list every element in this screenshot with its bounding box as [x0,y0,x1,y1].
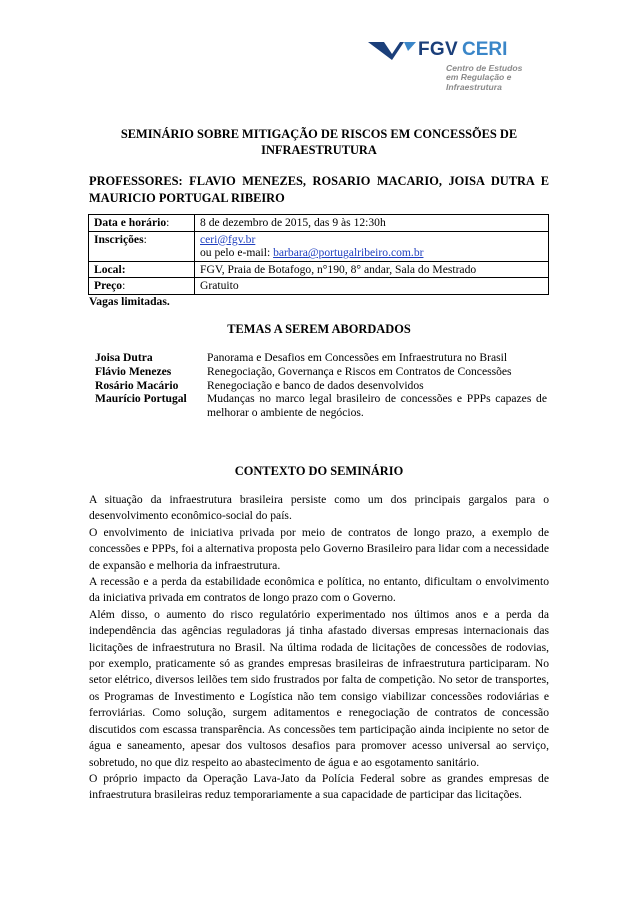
professors-line: PROFESSORES: FLAVIO MENEZES, ROSARIO MACARIO, JOISA DUTRA E MAURICIO PORTUGAL RIBEIRO [89,174,549,205]
price-value: Gratuito [195,278,549,295]
topic-description: Renegociação, Governança e Riscos em Contratos de Concessões [207,364,512,378]
context-paragraph: Além disso, o aumento do risco regulatório experimentado nos últimos anos e a perda da independência das agências reguladoras já tinha afastado diversas empresas internacionais das licitações de infraestrutura no Brasil. Na última rodada de licitações de concessões de rodovias, por exemplo, praticamente só as grandes empresas brasileiras de infraestrutura participaram. No setor elétrico, diversos leilões tem sido frustrados por falta de competição. No setor de transportes, os Programas de Investimento e Logística não tem consigo viabilizar concessões rodoviárias e ferroviárias. Como solução, surgem aditamentos e renegociação de contratos de concessão discutidos com escassa transparência. As concessões tem participação ainda incipiente no setor de água e saneamento, apesar dos vultosos desafios para promover acesso universal ao serviço, sobretudo, no que diz respeito ao abastecimento de água e ao esgotamento sanitário. [89,607,549,769]
context-heading: CONTEXTO DO SEMINÁRIO [234,464,404,478]
topics-list [95,351,547,420]
topic-speaker: Joisa Dutra [95,351,153,364]
signup-alt-prefix: ou pelo e-mail: [200,246,274,260]
topic-speaker: Maurício Portugal [95,392,187,406]
table-row [89,278,549,295]
context-paragraph: A recessão e a perda da estabilidade econômica e política, no entanto, dificultam o envolvimento da iniciativa privada em contratos de longo prazo com o Governo. [89,575,549,605]
logo-fgv-text: FGV [418,39,458,60]
list-item [95,365,547,379]
date-label: Data e horário [94,216,167,229]
context-paragraph: O próprio impacto da Operação Lava-Jato da Polícia Federal sobre as grandes empresas de infraestrutura brasileiras reduz temporariamente a sua capacidade de participar das licitações. [89,771,549,802]
fgv-chevron-icon [368,40,416,62]
local-label: Local: [89,261,195,278]
context-body [89,492,549,804]
logo-subtitle-line: Centro de Estudos [446,63,523,73]
price-label-colon: : [122,279,126,293]
topic-description: Renegociação e banco de dados desenvolvidos [207,378,424,392]
logo-subtitle-line: em Regulação e [446,72,512,83]
table-row [89,261,549,278]
topics-heading: TEMAS A SEREM ABORDADOS [227,322,411,336]
date-value: 8 de dezembro de 2015, das 9 às 12:30h [195,215,549,232]
list-item [95,379,547,393]
context-paragraph: A situação da infraestrutura brasileira persiste como um dos principais gargalos para o desenvolvimento econômico-social do país. [89,493,549,523]
logo-subtitle-line: Infraestrutura [446,81,502,92]
date-label-colon: : [166,216,170,229]
list-item [95,351,547,365]
local-value: FGV, Praia de Botafogo, n°190, 8° andar, Sala do Mestrado [195,261,549,278]
logo-subtitle [446,64,546,92]
signup-value-cell [195,231,549,261]
list-item [95,392,547,420]
signup-label: Inscrições [94,232,144,246]
context-paragraph: O envolvimento de iniciativa privada por meio de contratos de longo prazo, a exemplo de concessões e PPPs, foi a alternativa proposta pelo Governo Brasileiro para lidar com a necessidade de expansão e melhoria da infraestrutura. [89,525,549,572]
topic-speaker: Flávio Menezes [95,364,172,378]
price-label: Preço [94,279,123,293]
table-row [89,231,549,261]
date-label-cell [89,215,195,232]
table-row [89,215,549,232]
topic-speaker: Rosário Macário [95,378,179,392]
topic-description: Panorama e Desafios em Concessões em Infraestrutura no Brasil [207,351,508,364]
fgv-ceri-logo [368,34,548,96]
logo-ceri-text: CERI [462,39,508,60]
signup-alt-email-link[interactable]: barbara@portugalribeiro.com.br [273,246,424,260]
event-info-table [88,214,549,295]
signup-label-cell [89,231,195,261]
limited-seats-note: Vagas limitadas. [89,295,170,308]
signup-email-link[interactable]: ceri@fgv.br [200,232,256,246]
signup-label-colon: : [143,232,147,246]
price-label-cell [89,278,195,295]
seminar-title: SEMINÁRIO SOBRE MITIGAÇÃO DE RISCOS EM CONCESSÕES DE INFRAESTRUTURA [120,127,518,157]
topic-description: Mudanças no marco legal brasileiro de concessões e PPPs capazes de melhorar o ambiente de negócios. [207,392,547,420]
